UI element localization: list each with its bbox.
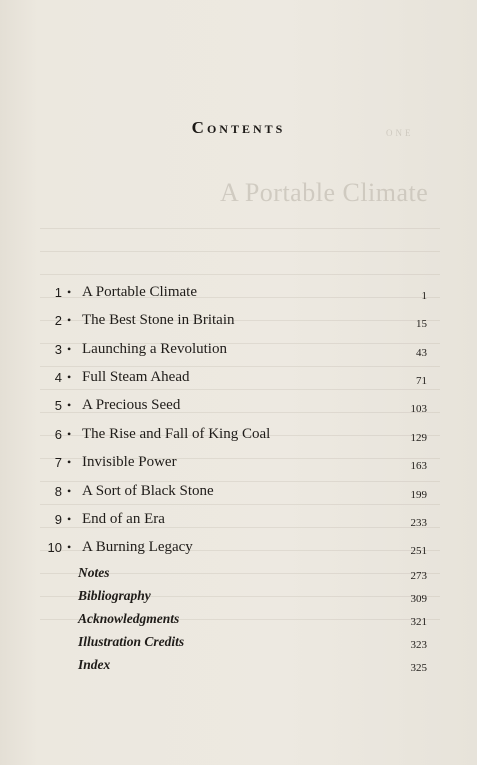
- toc-row-chapter-3[interactable]: [0, 340, 477, 362]
- chapter-title: Full Steam Ahead: [82, 369, 190, 385]
- toc-row-chapter-4[interactable]: [0, 368, 477, 390]
- bullet: •: [67, 427, 72, 441]
- bullet: •: [67, 313, 72, 327]
- toc-row-chapter-2[interactable]: [0, 311, 477, 333]
- page-number: 15: [416, 318, 427, 330]
- chapter-number: 8: [54, 484, 62, 499]
- page-number: 103: [410, 403, 427, 415]
- chapter-number: 9: [54, 512, 62, 527]
- back-matter-title: Index: [78, 657, 111, 672]
- back-matter-title: Illustration Credits: [78, 634, 185, 649]
- chapter-title: Invisible Power: [82, 454, 177, 470]
- toc-row-chapter-8[interactable]: [0, 482, 477, 504]
- bullet: •: [67, 512, 72, 526]
- chapter-number: 7: [54, 455, 62, 470]
- bullet: •: [67, 540, 72, 554]
- page-number: 273: [410, 570, 427, 582]
- chapter-number: 4: [54, 370, 62, 385]
- chapter-title: End of an Era: [82, 511, 165, 527]
- toc-row-chapter-9[interactable]: [0, 510, 477, 532]
- chapter-number: 5: [54, 398, 62, 413]
- chapter-title: A Sort of Black Stone: [82, 483, 214, 499]
- page-title: Contents: [191, 118, 286, 137]
- toc-row-acknowledgments[interactable]: [0, 609, 477, 631]
- back-matter-title: Acknowledgments: [78, 611, 180, 626]
- bullet: •: [67, 370, 72, 384]
- bleed-through-chapter-word: ONE: [386, 128, 414, 138]
- toc-row-chapter-1[interactable]: [0, 283, 477, 305]
- page-number: 71: [416, 375, 427, 387]
- page-number: 233: [410, 517, 427, 529]
- bleed-through-chapter-title: A Portable Climate: [220, 178, 429, 207]
- bullet: •: [67, 285, 72, 299]
- page-number: 251: [410, 545, 427, 557]
- toc-row-chapter-6[interactable]: [0, 425, 477, 447]
- chapter-number: 6: [54, 427, 62, 442]
- toc-row-notes[interactable]: [0, 563, 477, 585]
- page-number: 321: [410, 616, 427, 628]
- chapter-title: The Rise and Fall of King Coal: [82, 426, 271, 442]
- toc-row-chapter-5[interactable]: [0, 396, 477, 418]
- bullet: •: [67, 455, 72, 469]
- page-number: 163: [410, 460, 427, 472]
- page-number: 199: [410, 489, 427, 501]
- bullet: •: [67, 484, 72, 498]
- page-number: 43: [416, 347, 427, 359]
- bullet: •: [67, 398, 72, 412]
- toc-row-chapter-10[interactable]: [0, 538, 477, 560]
- page-number: 309: [410, 593, 427, 605]
- chapter-title: A Portable Climate: [82, 284, 197, 300]
- chapter-number: 2: [54, 313, 62, 328]
- bullet: •: [67, 342, 72, 356]
- page-number: 1: [421, 290, 427, 302]
- chapter-title: A Precious Seed: [82, 397, 181, 413]
- chapter-title: Launching a Revolution: [82, 341, 227, 357]
- chapter-title: The Best Stone in Britain: [82, 312, 235, 328]
- back-matter-title: Bibliography: [78, 588, 151, 603]
- toc-row-index[interactable]: [0, 655, 477, 677]
- back-matter-title: Notes: [78, 565, 110, 580]
- toc-row-bibliography[interactable]: [0, 586, 477, 608]
- page-number: 323: [410, 639, 427, 651]
- chapter-number: 10: [47, 540, 62, 555]
- page-number: 129: [410, 432, 427, 444]
- toc-row-illustration-credits[interactable]: [0, 632, 477, 654]
- toc-row-chapter-7[interactable]: [0, 453, 477, 475]
- chapter-number: 1: [54, 285, 62, 300]
- chapter-title: A Burning Legacy: [82, 539, 193, 555]
- page-number: 325: [410, 662, 427, 674]
- chapter-number: 3: [54, 342, 62, 357]
